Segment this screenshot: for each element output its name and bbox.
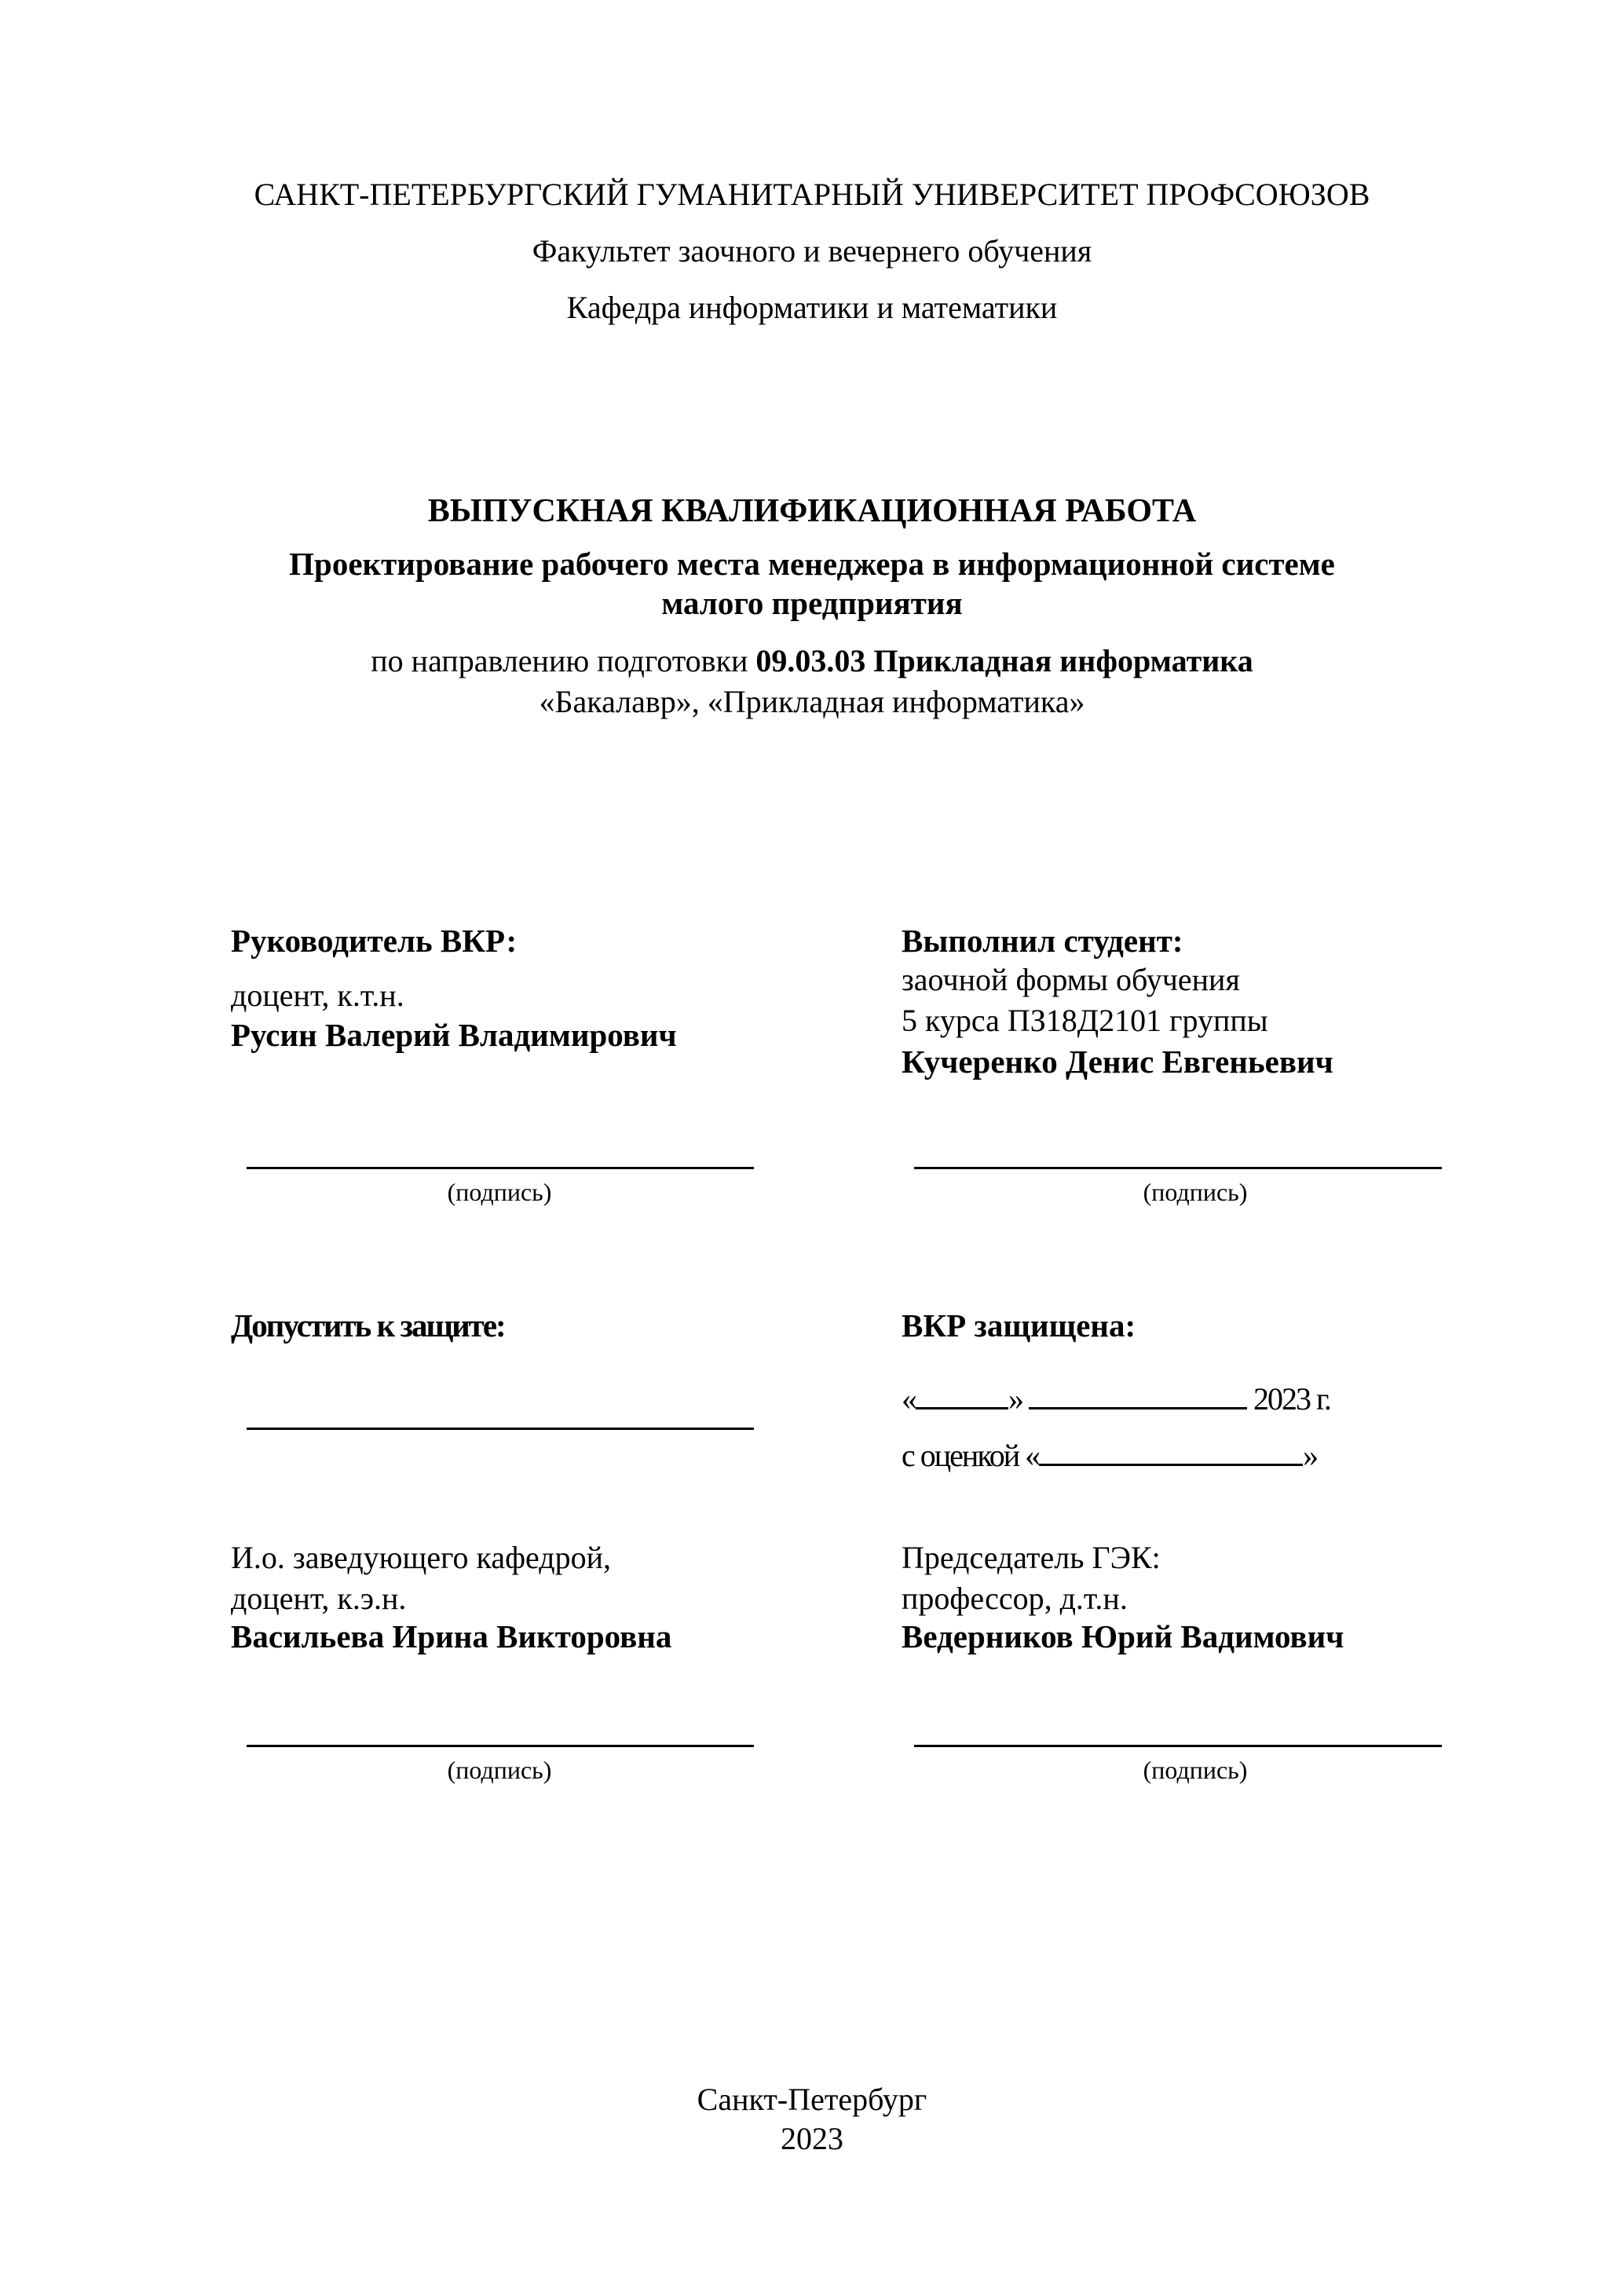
student-signature-line [914,1167,1442,1169]
faculty-name: Факультет заочного и вечернего обучения [532,233,1092,269]
date-open-quote: « [902,1381,916,1417]
student-heading: Выполнил студент: [902,923,1183,959]
direction-prefix: по направлению подготовки [371,643,748,678]
work-title-line-2: малого предприятия [661,585,963,621]
student-name: Кучеренко Денис Евгеньевич [902,1044,1333,1080]
admission-heading: Допустить к защите: [231,1307,505,1344]
department-name: Кафедра информатики и математики [566,290,1058,325]
commission-chair-name: Ведерников Юрий Вадимович [902,1618,1344,1654]
head-of-department-signature-line [247,1745,754,1747]
day-blank [916,1380,1008,1409]
commission-chair-signature-line [914,1745,1442,1747]
student-course-group: 5 курса ПЗ18Д2101 группы [902,1003,1268,1038]
defense-heading: ВКР защищена: [902,1307,1136,1344]
footer-year: 2023 [781,2121,843,2156]
footer-city: Санкт-Петербург [697,2082,927,2117]
commission-chair-signature-caption: (подпись) [1143,1756,1248,1784]
supervisor-heading: Руководитель ВКР: [231,923,518,959]
head-of-department-title: И.о. заведующего кафедрой, [231,1540,612,1575]
head-of-department-position: доцент, к.э.н. [231,1581,407,1616]
defense-grade-line [902,1437,1317,1472]
commission-chair-title: Председатель ГЭК: [902,1540,1161,1575]
head-of-department-signature-caption: (подпись) [447,1756,552,1784]
defense-year: 2023 г. [1253,1381,1330,1417]
direction-code: 09.03.03 Прикладная информатика [755,643,1253,678]
grade-suffix: » [1303,1438,1318,1473]
month-blank [1029,1380,1247,1409]
admission-signature-line [247,1428,754,1430]
date-close-quote: » [1008,1381,1022,1417]
profile-line: «Бакалавр», «Прикладная информатика» [539,684,1085,719]
supervisor-name: Русин Валерий Владимирович [231,1017,677,1053]
student-signature-caption: (подпись) [1143,1178,1248,1206]
head-of-department-name: Васильева Ирина Викторовна [231,1618,672,1654]
supervisor-signature-line [247,1167,754,1169]
commission-chair-position: профессор, д.т.н. [902,1581,1128,1616]
work-type: ВЫПУСКНАЯ КВАЛИФИКАЦИОННАЯ РАБОТА [427,493,1197,529]
defense-date-line [902,1380,1330,1415]
grade-blank [1039,1437,1303,1466]
work-title-line-1: Проектирование рабочего места менеджера в информационной системе [289,546,1335,582]
direction-line [0,645,1624,677]
supervisor-signature-caption: (подпись) [447,1178,552,1206]
student-study-form: заочной формы обучения [902,962,1240,997]
grade-prefix: с оценкой « [902,1438,1040,1473]
supervisor-position: доцент, к.т.н. [231,978,404,1013]
university-name: САНКТ-ПЕТЕРБУРГСКИЙ ГУМАНИТАРНЫЙ УНИВЕРСИТЕТ ПРОФСОЮЗОВ [254,177,1370,212]
